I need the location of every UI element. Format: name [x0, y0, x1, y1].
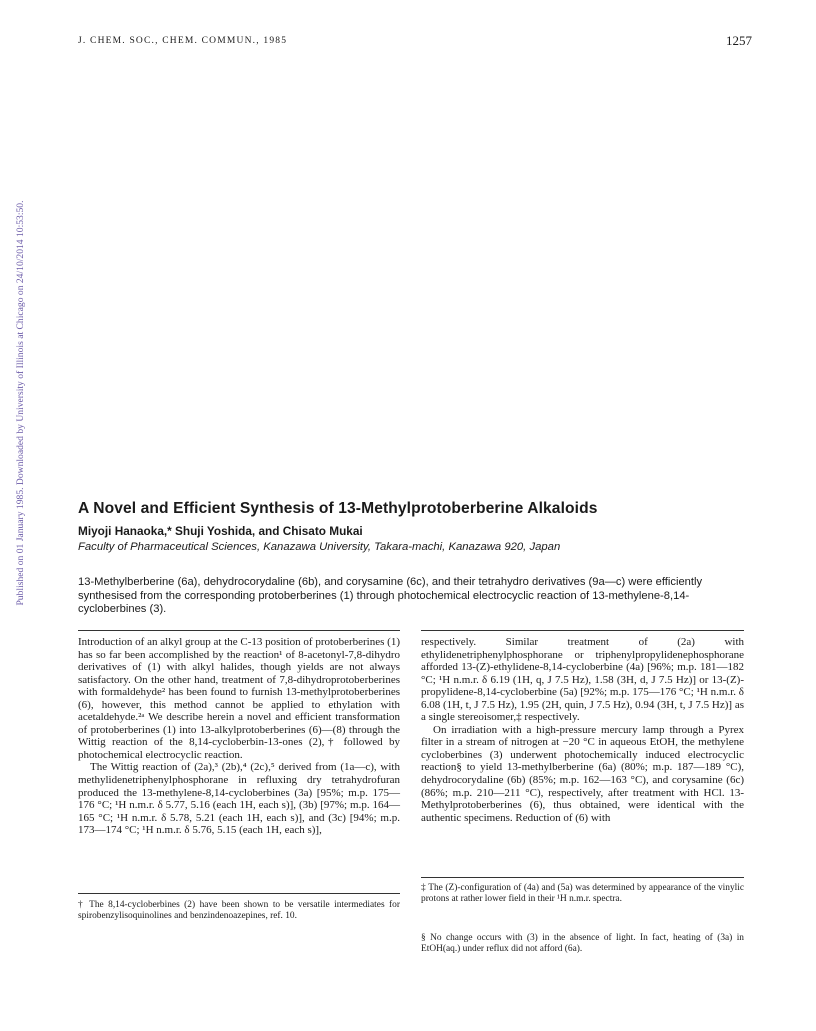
footnote-section: § No change occurs with (3) in the absence of light. In fact, heating of (3a) in EtOH(aq.) under reflux did not afford (6a). — [421, 933, 744, 955]
page-number: 1257 — [726, 33, 752, 48]
body-paragraph: The Wittig reaction of (2a),³ (2b),⁴ (2c),⁵ derived from (1a—c), with methylidenetriphenylphosphorane in refluxing dry tetrahydrofuran produced the 13-methylene-8,14-cycloberbines (3a) [95%; m.p. 175—176 °C; ¹H n.m.r. δ 5.77, 5.16 (each 1H, each s)], (3b) [97%; m.p. 164—165 °C; ¹H n.m.r. δ 5.78, 5.21 (each 1H, each s)], and (3c) [94%; m.p. 173—174 °C; ¹H n.m.r. δ 5.76, 5.15 (each 1H, each s)], — [78, 761, 400, 837]
download-notice[interactable] — [14, 168, 28, 638]
author-list: Miyoji Hanaoka,* Shuji Yoshida, and Chisato Mukai — [78, 524, 363, 538]
footnote-divider-left — [78, 893, 400, 894]
body-column-left — [78, 636, 400, 837]
abstract-divider-right — [421, 630, 744, 631]
body-paragraph: respectively. Similar treatment of (2a) with ethylidenetriphenylphosphorane or triphenylpropylidenephosphorane afforded 13-(Z)-ethylidene-8,14-cycloberbine (4a) [96%; m.p. 181—182 °C; ¹H n.m.r. δ 6.19 (1H, q, J 7.5 Hz), 1.58 (3H, d, J 7.5 Hz)] or 13-(Z)-propylidene-8,14-cycloberbine (5a) [92%; m.p. 175—176 °C; ¹H n.m.r. δ 6.08 (1H, t, J 7.5 Hz), 1.95 (2H, quin, J 7.5 Hz), 0.94 (3H, t, J 7.5 Hz)] as a single stereoisomer,‡ respectively. — [421, 636, 744, 724]
body-paragraph: On irradiation with a high-pressure mercury lamp through a Pyrex filter in a stream of nitrogen at −20 °C in aqueous EtOH, the methylene cycloberbines (3) underwent photochemically induced electrocyclic reaction§ to yield 13-methylberberine (6a) (80%; m.p. 187—189 °C), dehydrocorydaline (6b) (85%; m.p. 162—163 °C), and corysamine (6c) (86%; m.p. 210—211 °C), respectively, after treatment with HCl. 13-Methylprotoberberines (6), thus obtained, were identical with the authentic specimens. Reduction of (6) with — [421, 723, 744, 824]
footnote-divider-right — [421, 877, 744, 878]
article-title: A Novel and Efficient Synthesis of 13-Methylprotoberberine Alkaloids — [78, 500, 598, 517]
abstract-divider-left — [78, 630, 400, 631]
footnote-dagger: † The 8,14-cycloberbines (2) have been shown to be versatile intermediates for spirobenzylisoquinolines and benzindenoazepines, ref. 10. — [78, 900, 400, 922]
body-column-right — [421, 636, 744, 824]
abstract: 13-Methylberberine (6a), dehydrocorydaline (6b), and corysamine (6c), and their tetrahydro derivatives (9a—c) were efficiently synthesised from the corresponding protoberberines (1) through photochemical electrocyclic reaction of 13-methylene-8,14-cycloberbines (3). — [78, 576, 703, 615]
body-paragraph: Introduction of an alkyl group at the C-13 position of protoberberines (1) has so far been accomplished by the reaction¹ of 8-acetonyl-7,8-dihydro derivatives of (1) with alkyl halides, though yields are not always satisfactory. On the other hand, treatment of 7,8-dihydroprotoberberines with formaldehyde² has been found to furnish 13-methylprotoberberines (6), however, this method cannot be applied to ethylation with acetaldehyde.²ᵃ We describe herein a novel and efficient transformation of protoberberines (1) into 13-alkylprotoberberines (6)—(8) through the Wittig reaction of the 8,14-cycloberbin-13-ones (2),† followed by photochemical electrocyclic reaction. — [78, 636, 400, 761]
affiliation: Faculty of Pharmaceutical Sciences, Kanazawa University, Takara-machi, Kanazawa 920, Japan — [78, 541, 561, 553]
article-header — [78, 500, 758, 553]
running-head: J. CHEM. SOC., CHEM. COMMUN., 1985 — [78, 36, 288, 46]
download-notice-text: Published on 01 January 1985. Downloaded by University of Illinois at Chicago on 24/10/2014 10:53:50. — [15, 200, 26, 606]
footnote-double-dagger: ‡ The (Z)-configuration of (4a) and (5a) was determined by appearance of the vinylic protons at rather lower field in their ¹H n.m.r. spectra. — [421, 883, 744, 905]
